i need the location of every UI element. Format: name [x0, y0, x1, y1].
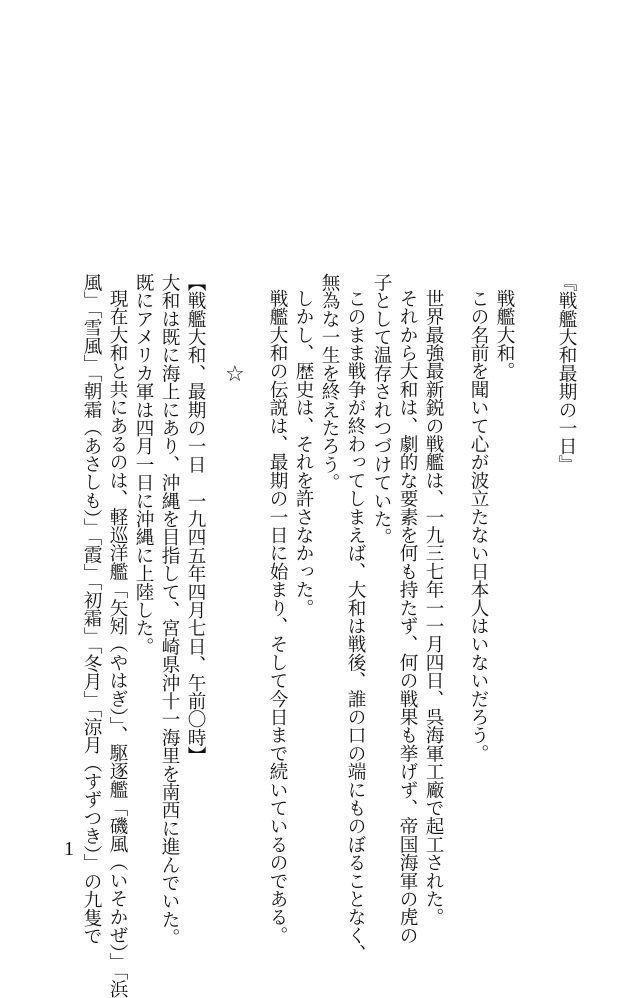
text-line: 大和は既に海上にあり、沖縄を目指して、宮崎県沖十一海里を南西に進んでいた。: [159, 273, 180, 947]
text-line: 戦艦大和。: [494, 289, 515, 380]
section-heading: 【戦艦大和、最期の一日 一九四五年四月七日、午前〇時】: [185, 273, 206, 765]
text-line: 世界最強最新鋭の戦艦は、一九三七年一一月四日、呉海軍工廠で起工された。: [423, 289, 444, 926]
text-line: しかし、歴史は、それを許さなかった。: [293, 289, 314, 617]
text-line: それから大和は、劇的な要素を何も持たず、何の戦果も挙げず、帝国海軍の虎の: [397, 289, 418, 945]
chapter-title: 『戦艦大和最期の一日』: [556, 273, 577, 474]
text-line: このまま戦争が終わってしまえば、大和は戦後、誰の口の端にものぼることなく、: [345, 289, 366, 963]
text-line: 無為な一生を終えたろう。: [319, 273, 340, 492]
text-line: 現在大和と共にあるのは、軽巡洋艦「矢矧（やはぎ）」、駆逐艦「磯風（いそかぜ）」「浜: [107, 289, 128, 998]
section-separator-star: ☆: [225, 362, 245, 387]
text-line: 既にアメリカ軍は四月一日に沖縄に上陸した。: [133, 273, 154, 656]
text-line: 子として温存されつづけていた。: [371, 273, 392, 546]
page-number: 1: [64, 838, 74, 860]
text-line: 戦艦大和の伝説は、最期の一日に始まり、そして今日まで続いているのである。: [267, 289, 288, 945]
text-line: この名前を聞いて心が波立たない日本人はいないだろう。: [468, 289, 489, 763]
text-line: 風」「雪風」「朝霜（あさしも）」「霞」「初霜」「冬月」「涼月（すずつき）」の九隻で: [81, 273, 102, 945]
